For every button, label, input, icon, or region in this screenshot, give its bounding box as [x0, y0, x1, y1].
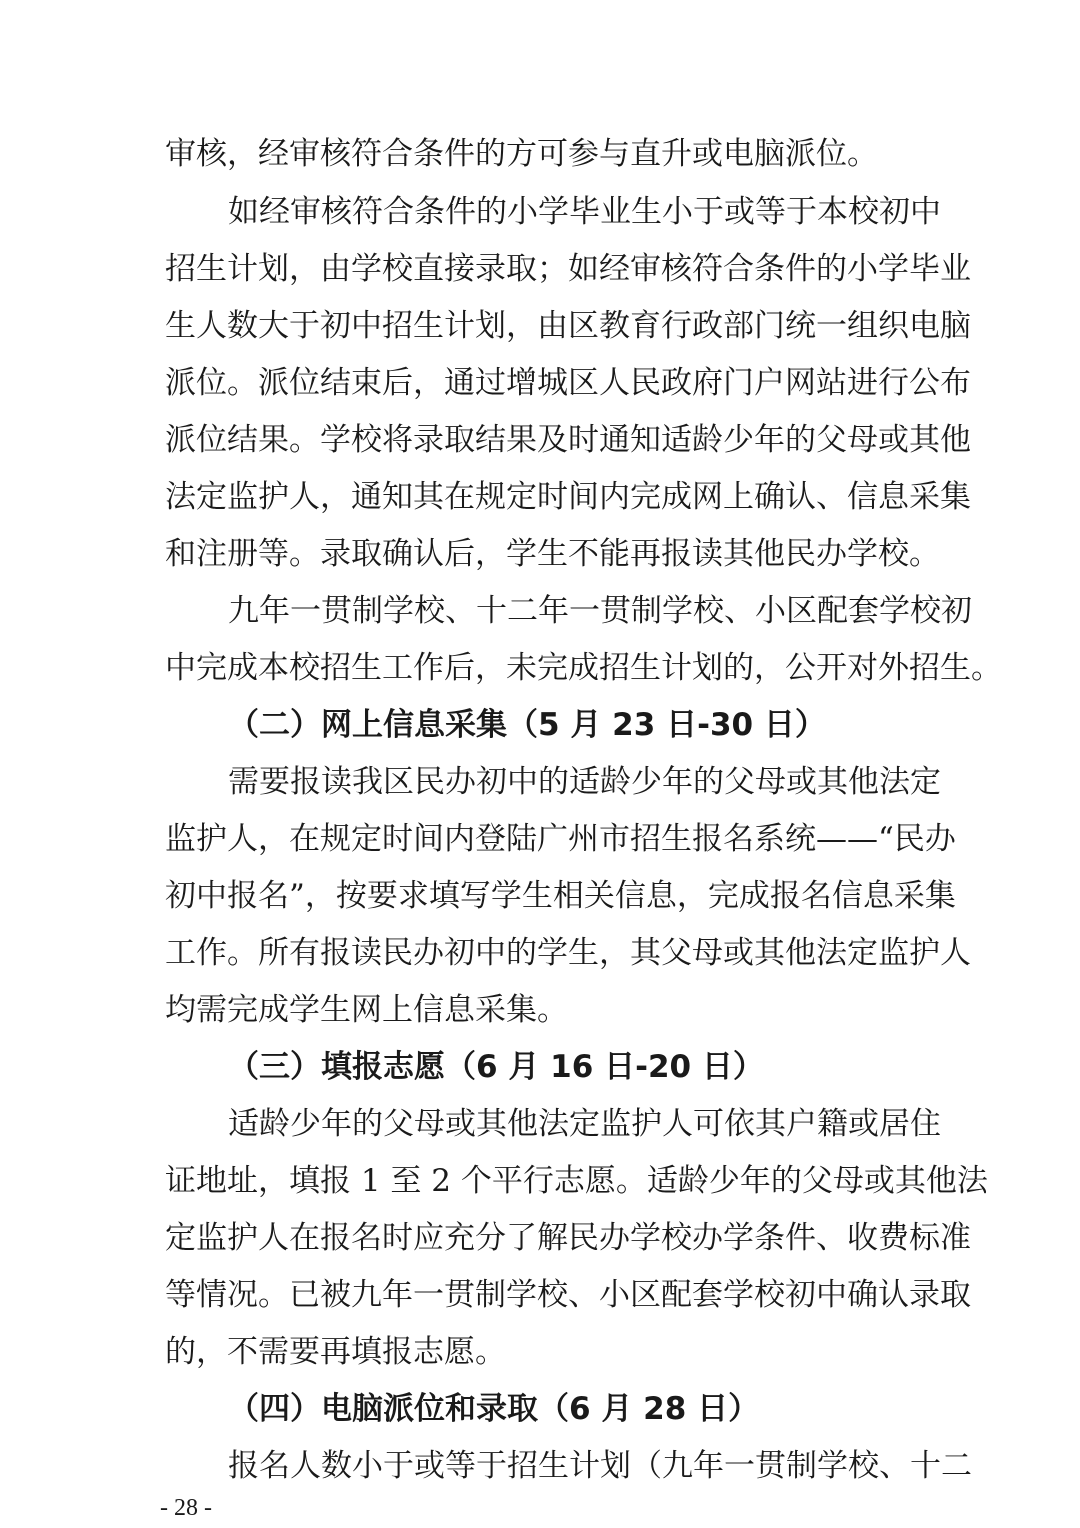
text-line: 等情况。已被九年一贯制学校、小区配套学校初中确认录取: [165, 1277, 971, 1313]
text-line: 适龄少年的父母或其他法定监护人可依其户籍或居住: [228, 1106, 941, 1142]
text-line: 均需完成学生网上信息采集。: [165, 992, 568, 1028]
section-heading: （二）网上信息采集（5 月 23 日-30 日）: [228, 707, 826, 743]
text-line: 定监护人在报名时应充分了解民办学校办学条件、收费标准: [165, 1220, 971, 1256]
text-line: 审核，经审核符合条件的方可参与直升或电脑派位。: [165, 136, 878, 172]
text-line: 工作。所有报读民办初中的学生，其父母或其他法定监护人: [165, 935, 971, 971]
text-line: 九年一贯制学校、十二年一贯制学校、小区配套学校初: [228, 593, 972, 629]
text-line: 需要报读我区民办初中的适龄少年的父母或其他法定: [228, 764, 941, 800]
text-line: 初中报名”，按要求填写学生相关信息，完成报名信息采集: [165, 878, 956, 914]
text-line: 法定监护人，通知其在规定时间内完成网上确认、信息采集: [165, 479, 971, 515]
section-heading: （三）填报志愿（6 月 16 日-20 日）: [228, 1049, 764, 1085]
text-line: 派位结果。学校将录取结果及时通知适龄少年的父母或其他: [165, 422, 971, 458]
text-line: 如经审核符合条件的小学毕业生小于或等于本校初中: [228, 194, 941, 230]
text-line: 生人数大于初中招生计划，由区教育行政部门统一组织电脑: [165, 308, 971, 344]
text-line: 报名人数小于或等于招生计划（九年一贯制学校、十二: [228, 1448, 972, 1484]
text-line: 派位。派位结束后，通过增城区人民政府门户网站进行公布: [165, 365, 971, 401]
section-heading: （四）电脑派位和录取（6 月 28 日）: [228, 1391, 760, 1427]
text-line: 证地址，填报 1 至 2 个平行志愿。适龄少年的父母或其他法: [165, 1163, 988, 1199]
page-number: - 28 -: [160, 1495, 212, 1521]
text-line: 和注册等。录取确认后，学生不能再报读其他民办学校。: [165, 536, 940, 572]
text-line: 的，不需要再填报志愿。: [165, 1334, 506, 1370]
text-line: 招生计划，由学校直接录取；如经审核符合条件的小学毕业: [165, 251, 971, 287]
text-line: 监护人，在规定时间内登陆广州市招生报名系统——“民办: [165, 821, 956, 857]
text-line: 中完成本校招生工作后，未完成招生计划的，公开对外招生。: [165, 650, 1002, 686]
